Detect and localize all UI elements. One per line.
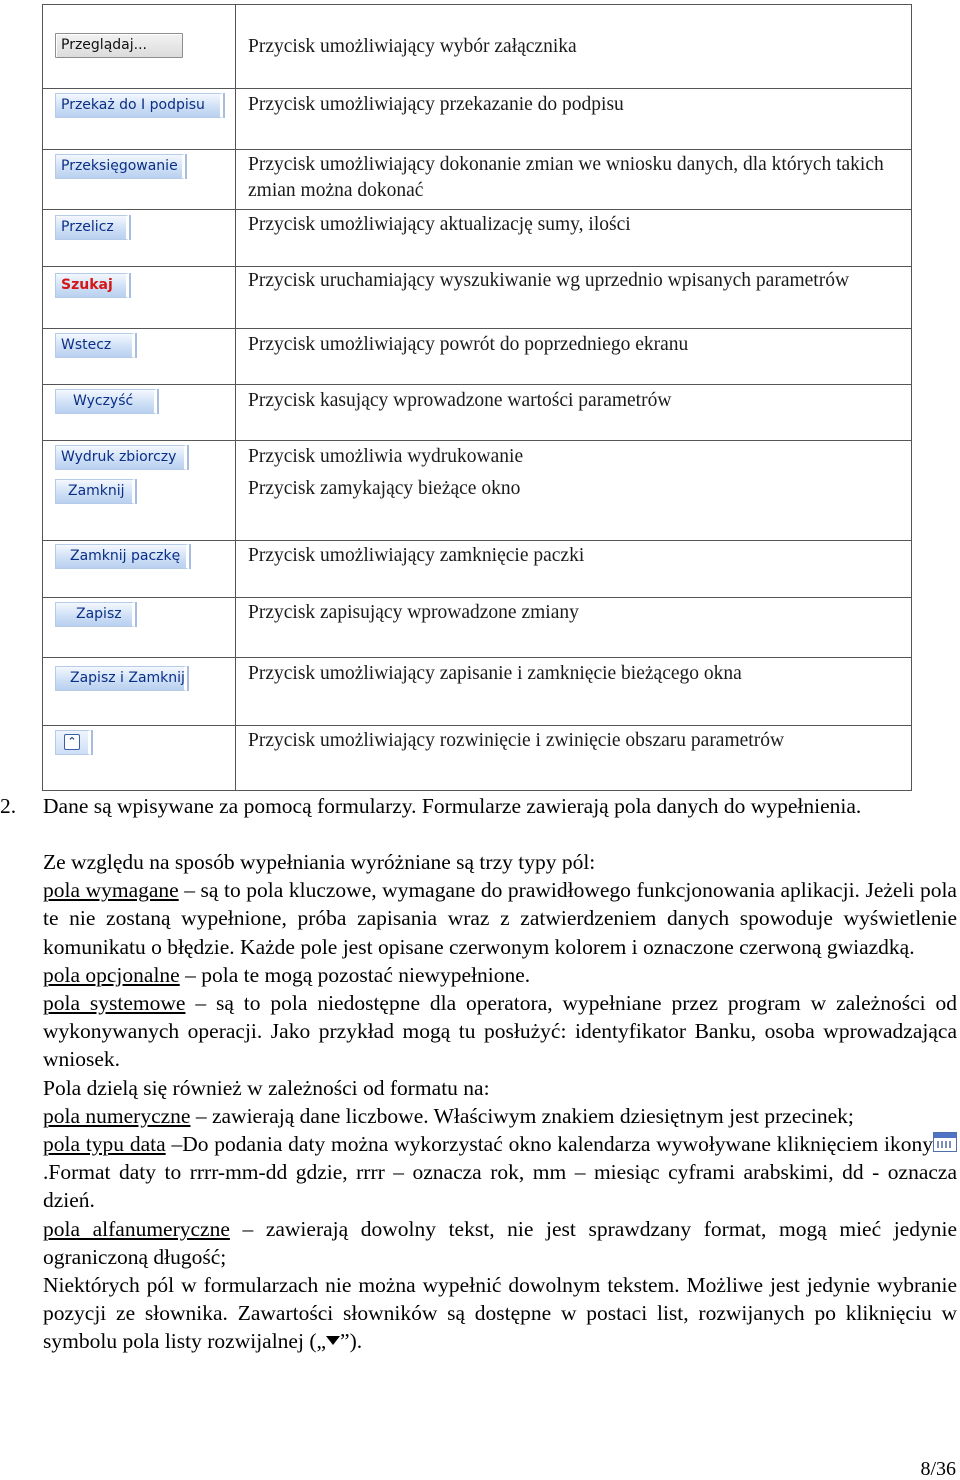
- description-cell: [236, 541, 912, 598]
- alnum-fields-paragraph: [43, 1215, 957, 1271]
- calendar-icon[interactable]: [933, 1132, 957, 1152]
- description-text: Przycisk kasujący wprowadzone wartości parametrów: [248, 390, 672, 411]
- button-cell: [43, 89, 236, 150]
- description-cell: [236, 210, 912, 267]
- description-cell: [236, 726, 912, 791]
- system-fields-paragraph: [43, 989, 957, 1074]
- button-cell: [43, 150, 236, 210]
- description-text: Przycisk umożliwiający powrót do poprzedniego ekranu: [248, 334, 689, 355]
- description-cell: [236, 89, 912, 150]
- description-cell: [236, 267, 912, 329]
- date-desc-start: –Do podania daty można wykorzystać okno kalendarza wywoływane kliknięciem ikony: [165, 1132, 933, 1157]
- description-cell: [236, 658, 912, 726]
- intro-text: Dane są wpisywane za pomocą formularzy. Formularze zawierają pola danych do wypełnienia.: [43, 794, 862, 818]
- button-cell: [43, 541, 236, 598]
- section-number: 2.: [0, 794, 17, 818]
- button-cell: [43, 329, 236, 385]
- optional-desc: – pola te mogą pozostać niewypełnione.: [179, 962, 531, 987]
- description-text: Przycisk uruchamiający wyszukiwanie wg uprzednio wpisanych parametrów: [248, 270, 850, 291]
- description-cell: [236, 150, 912, 210]
- buttons-table: [42, 4, 912, 791]
- wyczysc-button[interactable]: Wyczyść: [55, 389, 157, 414]
- dictionary-text-start: Niektórych pól w formularzach nie można wypełnić dowolnym tekstem. Możliwe jest jedynie wybranie pozycji ze słownika. Zawartości słowników są dostępne w postaci list, rozwijanych po kliknięciu w symbolu pola listy rozwijalnej („: [43, 1273, 957, 1354]
- wydruk-zbiorczy-button[interactable]: Wydruk zbiorczy: [55, 445, 187, 470]
- description-text: Przycisk umożliwiający rozwinięcie i zwinięcie obszaru parametrów: [248, 730, 785, 751]
- button-cell: [43, 5, 236, 89]
- przelicz-button[interactable]: Przelicz: [55, 215, 129, 240]
- numeric-desc: – zawierają dane liczbowe. Właściwym znakiem dziesiętnym jest przecinek;: [190, 1103, 854, 1128]
- button-cell: [43, 598, 236, 658]
- optional-term: pola opcjonalne: [43, 962, 180, 987]
- description-text: Przycisk umożliwiający przekazanie do podpisu: [248, 94, 624, 115]
- field-types-paragraph: [43, 848, 957, 1356]
- alnum-term: pola alfanumeryczne: [43, 1216, 230, 1241]
- alnum-desc: – zawierają dowolny tekst, nie jest sprawdzany format, mogą mieć jedynie ograniczoną długość;: [43, 1216, 957, 1269]
- description-text: Przycisk umożliwiający dokonanie zmian we wniosku danych, dla których takich zmian można dokonać: [248, 154, 884, 201]
- zapisz-i-zamknij-button[interactable]: Zapisz i Zamknij: [55, 666, 187, 691]
- collapse-expand-icon: ⌃: [64, 734, 80, 750]
- required-desc: – są to pola kluczowe, wymagane do prawidłowego funkcjonowania aplikacji. Jeżeli pola te nie zostaną wypełnione, próba zapisania wraz z zatwierdzeniem danych spowoduje wyświetlenie komunikatu o błędzie. Każde pole jest opisane czerwonym kolorem i oznaczone czerwoną gwiazdką.: [43, 878, 957, 959]
- intro-paragraph: [43, 792, 957, 820]
- przegladaj-button[interactable]: Przeglądaj...: [55, 33, 183, 58]
- system-term: pola systemowe: [43, 991, 186, 1016]
- numeric-fields-paragraph: [43, 1102, 957, 1130]
- description-text: Przycisk zamykający bieżące okno: [248, 478, 521, 499]
- system-desc: – są to pola niedostępne dla operatora, wypełniane przez program w zależności od wykonywanych operacji. Jako przykład mogą tu posłużyć: identyfikator Banku, osoba wprowadzająca wniosek.: [43, 991, 957, 1072]
- required-term: pola wymagane: [43, 878, 179, 903]
- description-cell: [236, 329, 912, 385]
- button-cell: [43, 658, 236, 726]
- optional-fields-paragraph: [43, 961, 957, 989]
- page-number: 8/36: [920, 1458, 956, 1480]
- wstecz-button[interactable]: Wstecz: [55, 333, 135, 358]
- przekaz-do-podpisu-button[interactable]: Przekaż do I podpisu: [55, 93, 223, 118]
- description-text: Przycisk umożliwiający zamknięcie paczki: [248, 545, 585, 566]
- types-intro-text: Ze względu na sposób wypełniania wyróżniane są trzy typy pól:: [43, 850, 596, 874]
- zapisz-button[interactable]: Zapisz: [55, 602, 135, 627]
- button-cell: [43, 441, 236, 541]
- button-cell: [43, 385, 236, 441]
- date-term: pola typu data: [43, 1132, 166, 1157]
- description-cell: [236, 385, 912, 441]
- button-cell: [43, 210, 236, 267]
- button-cell: [43, 267, 236, 329]
- description-text: Przycisk umożliwiający wybór załącznika: [248, 36, 577, 57]
- description-text: Przycisk umożliwiający zapisanie i zamknięcie bieżącego okna: [248, 663, 742, 684]
- przeksiegowanie-button[interactable]: Przeksięgowanie: [55, 154, 185, 179]
- description-cell: [236, 598, 912, 658]
- description-text: Przycisk zapisujący wprowadzone zmiany: [248, 602, 579, 623]
- description-cell: [236, 441, 912, 541]
- dictionary-paragraph: [43, 1271, 957, 1356]
- date-desc-end: .Format daty to rrrr-mm-dd gdzie, rrrr – oznacza rok, mm – miesiąc cyframi arabskimi, dd - oznacza dzień.: [43, 1160, 957, 1213]
- szukaj-button[interactable]: Szukaj: [55, 273, 129, 298]
- numeric-term: pola numeryczne: [43, 1103, 191, 1128]
- dropdown-arrow-icon: [326, 1336, 340, 1345]
- description-cell: [236, 5, 912, 89]
- description-text: Przycisk umożliwiający aktualizację sumy, ilości: [248, 214, 631, 235]
- collapse-expand-button[interactable]: [55, 730, 91, 755]
- description-text: Przycisk umożliwia wydrukowanie: [248, 446, 524, 467]
- dictionary-text-end: ”).: [340, 1329, 363, 1354]
- required-fields-paragraph: [43, 876, 957, 961]
- date-fields-paragraph: [43, 1130, 957, 1215]
- format-intro-text: Pola dzielą się również w zależności od formatu na:: [43, 1075, 490, 1100]
- zamknij-button[interactable]: Zamknij: [55, 479, 135, 504]
- zamknij-paczke-button[interactable]: Zamknij paczkę: [55, 544, 189, 569]
- button-cell: [43, 726, 236, 791]
